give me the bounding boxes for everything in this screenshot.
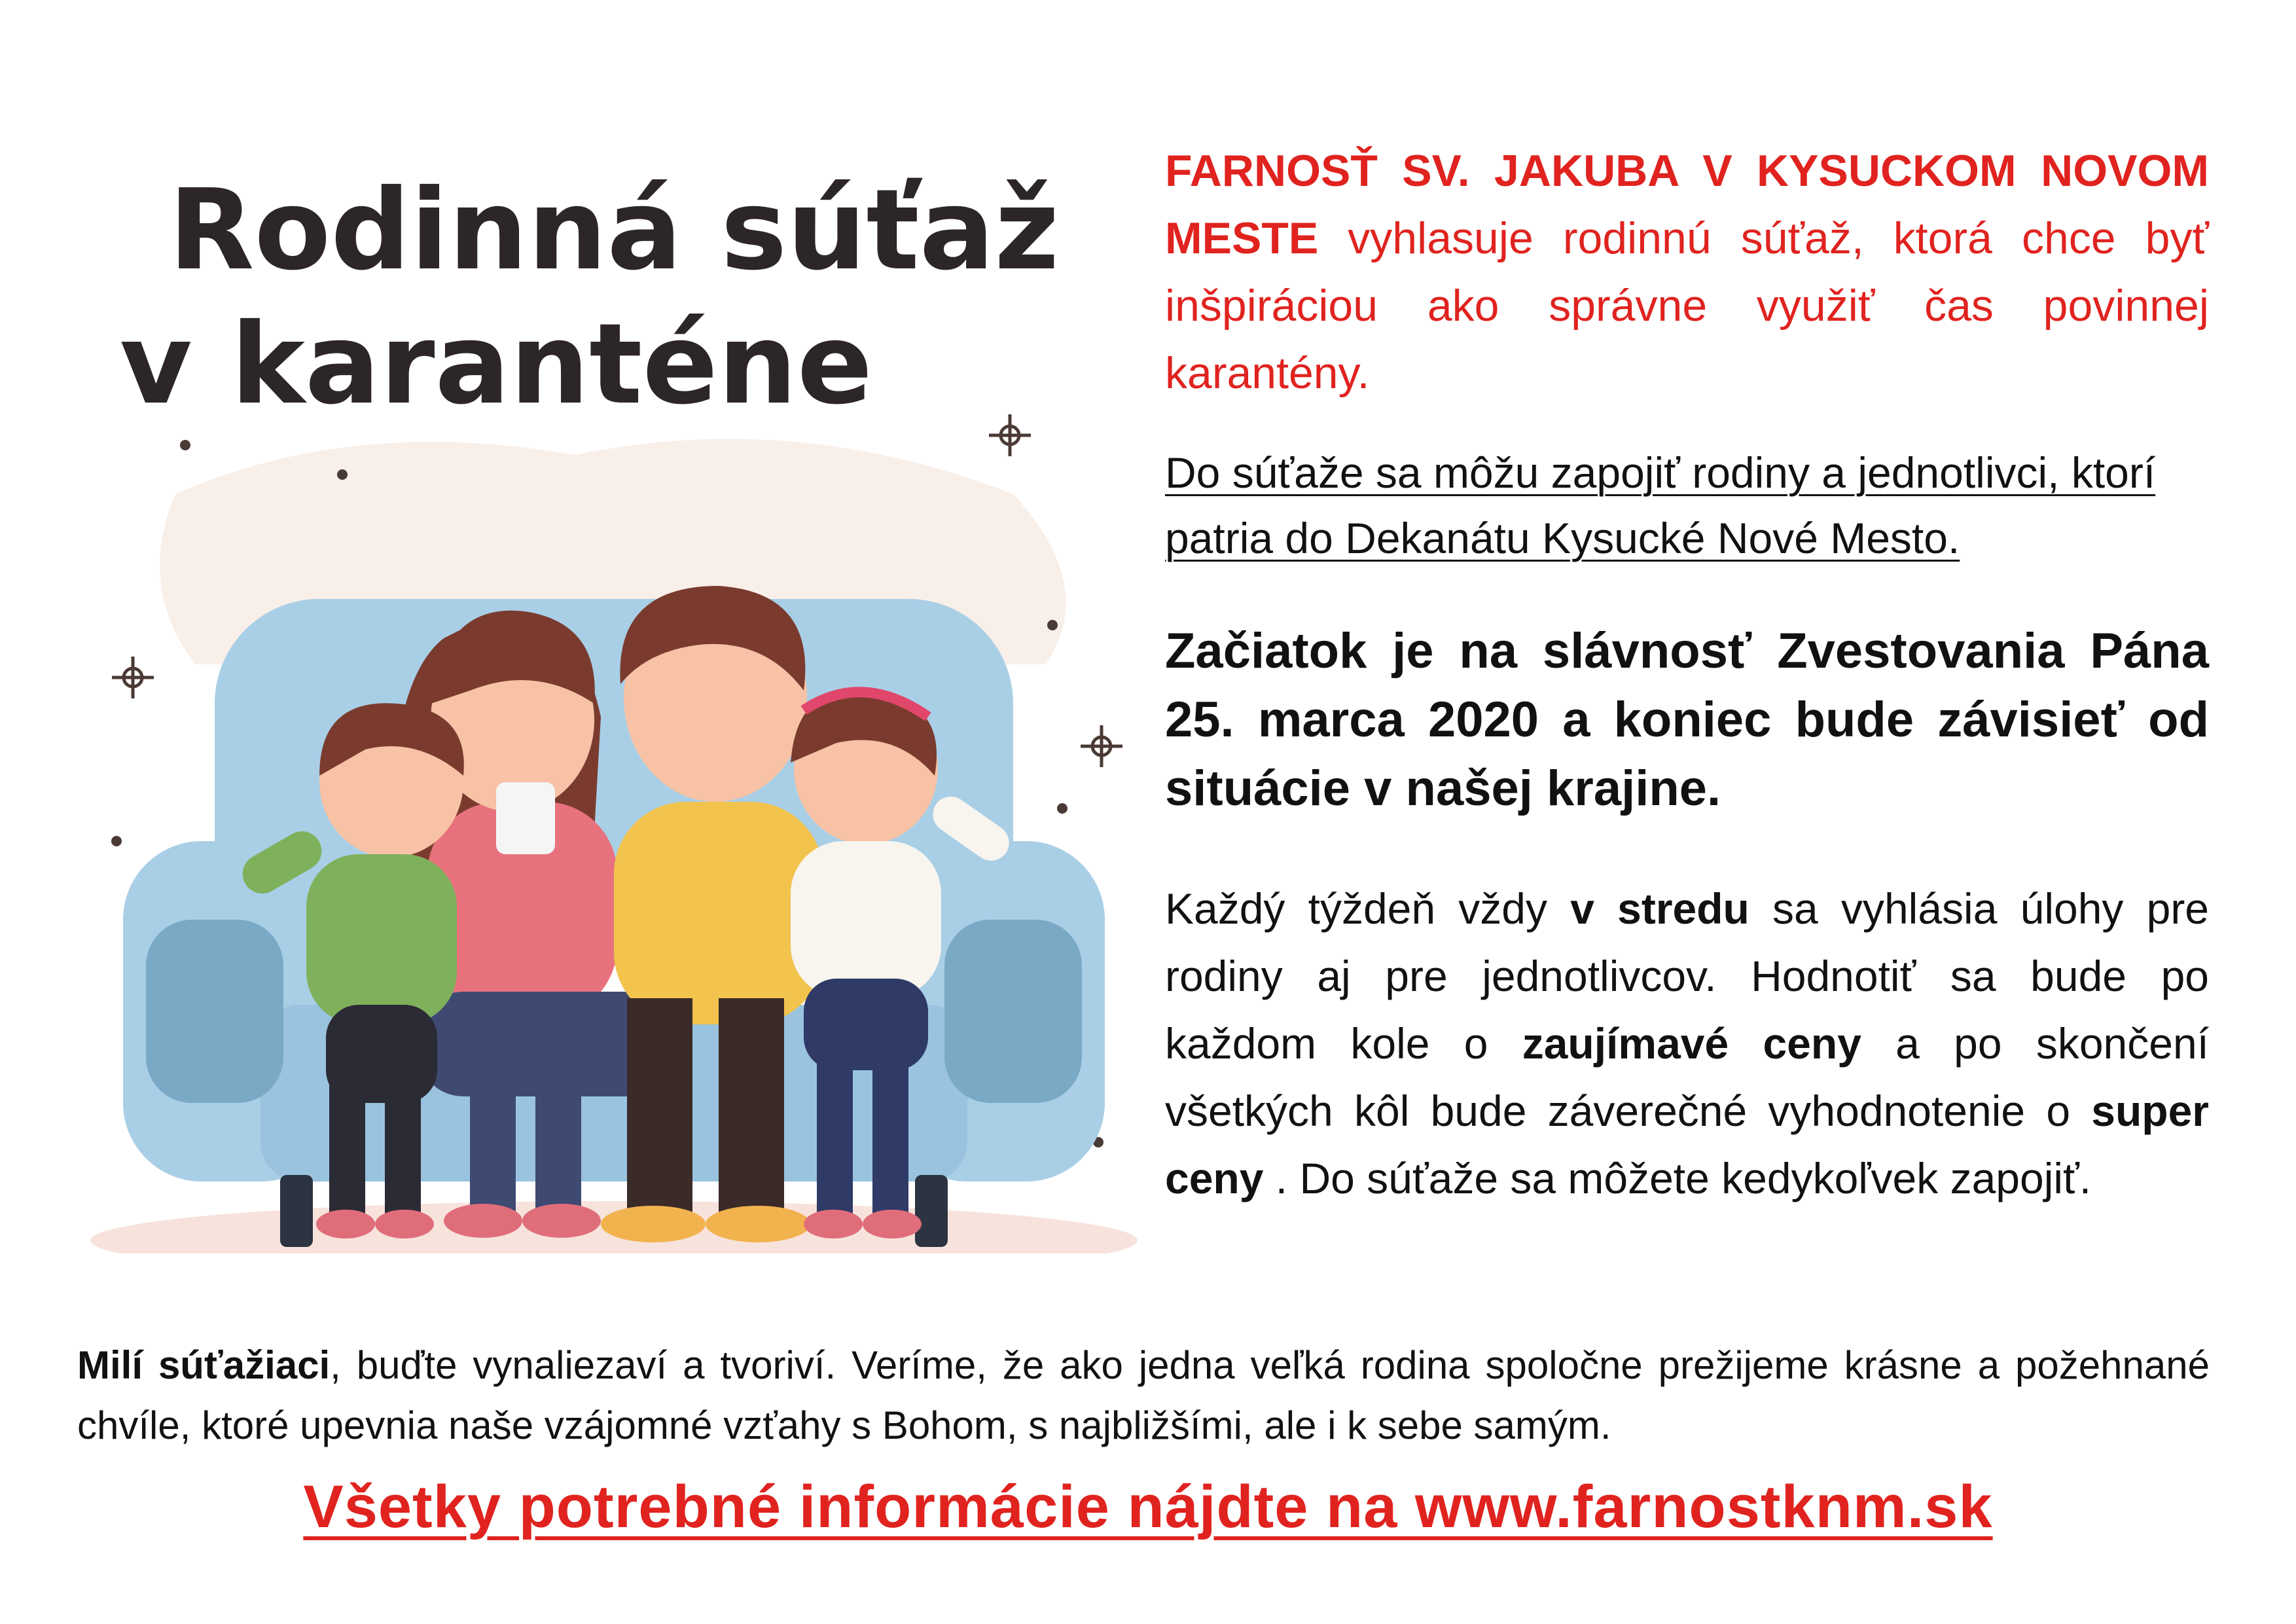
closing-text: , buďte vynaliezaví a tvoriví. Veríme, že ako jedna veľká rodina spoločne prežijeme krásne a požehnané chvíle, ktoré upevnia naše vzájomné vzťahy s Bohom, s najbližšími, ale i k sebe samým. [77,1343,2210,1447]
weekly-tasks-paragraph [1165,875,2209,1212]
footer-website-link[interactable]: Všetky potrebné informácie nájdte na www.farnostknm.sk [303,1473,1993,1540]
weekly-text-2: sa vyhlásia úlohy pre rodiny aj pre jednotlivcov. Hodnotiť sa bude po každom kole o [1165,884,2209,1068]
weekly-text-4: . Do súťaže sa môžete kedykoľvek zapojiť. [1263,1154,2092,1202]
closing-greeting: Milí súťažiaci [77,1343,331,1387]
closing-paragraph [77,1335,2210,1456]
intro-paragraph [1165,137,2209,407]
intro-text: vyhlasuje rodinnú súťaž, ktorá chce byť inšpiráciou ako správne využiť čas povinnej karantény. [1165,213,2209,398]
weekly-text-3: a po skončení všetkých kôl bude záverečné vyhodnotenie o [1165,1019,2209,1135]
illustration-title-line2: v karanténe [119,300,873,429]
illustration-title-line1: Rodinná súťaž [168,166,1060,295]
weekly-prize-2: super ceny [1165,1087,2209,1202]
announcement-column [1165,137,2209,1212]
family-illustration [77,128,1151,1254]
weekly-day: v stredu [1570,884,1749,933]
weekly-text-1: Každý týždeň vždy [1165,884,1571,933]
eligibility-paragraph: Do súťaže sa môžu zapojiť rodiny a jednotlivci, ktorí patria do Dekanátu Kysucké Nové Mesto. [1165,448,2156,562]
weekly-prize-1: zaujímavé ceny [1522,1019,1861,1068]
start-date-paragraph: Začiatok je na slávnosť Zvestovania Pána 25. marca 2020 a koniec bude závisieť od situácie v našej krajine. [1165,623,2209,816]
parish-name: FARNOSŤ SV. JAKUBA V KYSUCKOM NOVOM MESTE [1165,146,2209,263]
